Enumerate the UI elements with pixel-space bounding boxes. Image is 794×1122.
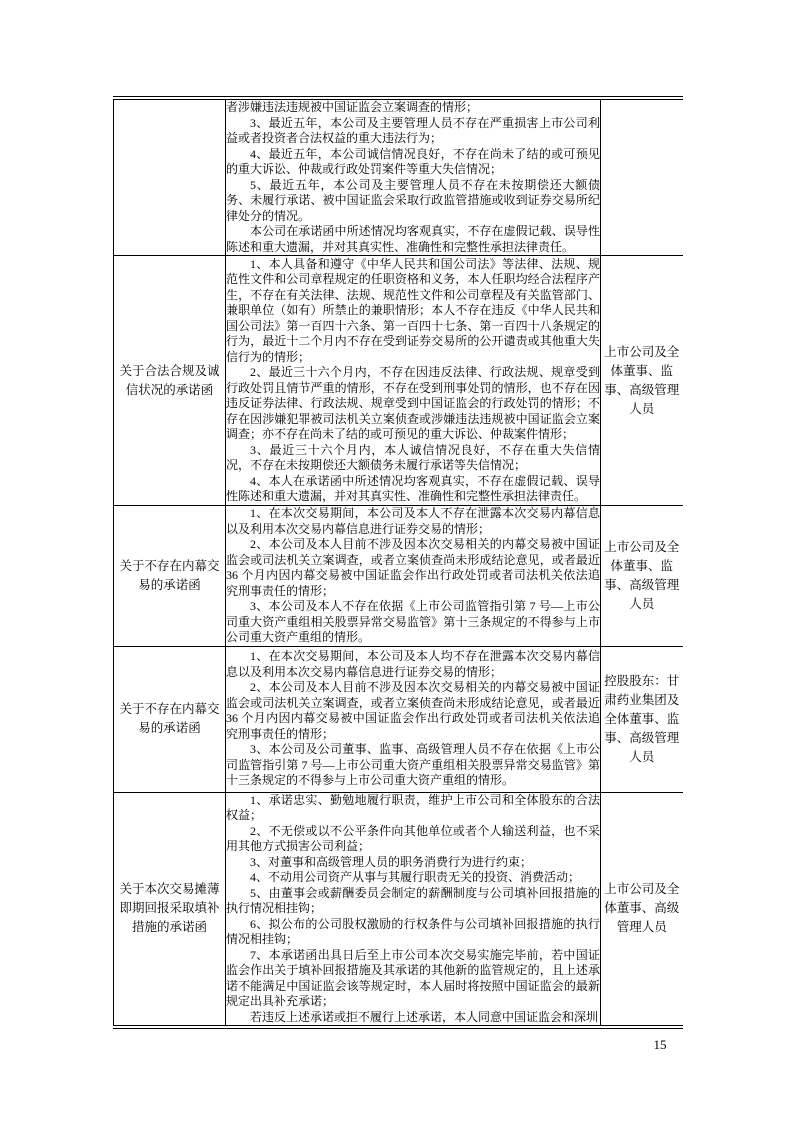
commitment-obligor-cell: 上市公司及全体董事、监事、高级管理人员 <box>601 506 683 647</box>
commitment-paragraph: 5、最近五年，本公司及主要管理人员不存在未按期偿还大额债务、未履行承诺、被中国证监会采取行政监管措施或收到证券交易所纪律处分的情况。 <box>226 177 600 223</box>
commitment-paragraph: 2、最近三十六个月内，不存在因违反法律、行政法规、规章受到行政处罚且情节严重的情形，不存在受到刑事处罚的情形，也不存在因违反证券法律、行政法规、规章受到中国证监会的行政处罚的情形；不存在因涉嫌犯罪被司法机关立案侦查或涉嫌违法违规被中国证监会立案调查；亦不存在尚未了结的或可预见的重大诉讼、仲裁案件情形； <box>226 365 600 441</box>
commitment-paragraph: 2、不无偿或以不公平条件向其他单位或者个人输送利益，也不采用其他方式损害公司利益； <box>226 823 600 853</box>
commitment-content-cell <box>226 506 601 647</box>
commitment-content-cell <box>226 98 601 256</box>
commitment-paragraph: 本公司在承诺函中所述情况均客观真实，不存在虚假记载、误导性陈述和重大遗漏，并对其真实性、准确性和完整性承担法律责任。 <box>226 224 600 254</box>
table-row <box>114 98 683 256</box>
table-row <box>114 256 683 506</box>
commitment-title-cell: 关于不存在内幕交易的承诺函 <box>114 646 226 792</box>
commitment-paragraph: 7、本承诺函出具日后至上市公司本次交易实施完毕前，若中国证监会作出关于填补回报措施及其承诺的其他新的监管规定的，且上述承诺不能满足中国证监会该等规定时，本人届时将按照中国证监会的最新规定出具补充承诺； <box>226 947 600 1008</box>
commitment-paragraph: 4、最近五年，本公司诚信情况良好，不存在尚未了结的或可预见的重大诉讼、仲裁或行政处罚案件等重大失信情况； <box>226 146 600 176</box>
table-row <box>114 506 683 647</box>
commitment-content-cell <box>226 646 601 792</box>
commitment-title-cell: 关于不存在内幕交易的承诺函 <box>114 506 226 647</box>
commitment-paragraph: 5、由董事会或薪酬委员会制定的薪酬制度与公司填补回报措施的执行情况相挂钩； <box>226 885 600 915</box>
commitment-paragraph: 4、不动用公司资产从事与其履行职责无关的投资、消费活动； <box>250 870 581 884</box>
commitment-paragraph: 3、本公司及公司董事、监事、高级管理人员不存在依据《上市公司监管指引第 7 号—上市公司重大资产重组相关股票异常交易监管》第十三条规定的不得参与上市公司重大资产重组的情形。 <box>226 742 600 788</box>
commitment-content-cell <box>226 792 601 1027</box>
commitments-table <box>113 96 683 1029</box>
commitment-title-cell: 关于本次交易摊薄即期回报采取填补措施的承诺函 <box>114 792 226 1027</box>
commitment-paragraph: 3、对董事和高级管理人员的职务消费行为进行约束； <box>250 854 533 869</box>
commitment-paragraph: 1、本人具备和遵守《中华人民共和国公司法》等法律、法规、规范性文件和公司章程规定的任职资格和义务，本人任职均经合法程序产生，不存在有关法律、法规、规范性文件和公司章程及有关监管部门、兼职单位（如有）所禁止的兼职情形；本人不存在违反《中华人民共和国公司法》第一百四十六条、第一百四十七条、第一百四十八条规定的行为，最近十二个月内不存在受到证券交易所的公开谴责或其他重大失信行为的情形； <box>226 256 600 364</box>
commitment-obligor-cell: 上市公司及全体董事、监事、高级管理人员 <box>601 256 683 506</box>
commitment-paragraph: 若违反上述承诺或拒不履行上述承诺，本人同意中国证监会和深圳 <box>250 1009 599 1024</box>
commitment-title-cell <box>114 98 226 256</box>
commitment-title-cell: 关于合法合规及诚信状况的承诺函 <box>114 256 226 506</box>
commitments-table-body <box>114 98 683 1027</box>
commitment-paragraph: 3、最近三十六个月内，本人诚信情况良好，不存在重大失信情况，不存在未按期偿还大额债务未履行承诺等失信情况； <box>226 442 600 472</box>
commitment-paragraph: 1、在本次交易期间，本公司及本人不存在泄露本次交易内幕信息以及利用本次交易内幕信息进行证券交易的情形； <box>226 506 600 536</box>
commitment-paragraph: 2、本公司及本人目前不涉及因本次交易相关的内幕交易被中国证监会或司法机关立案调查，或者立案侦查尚未形成结论意见，或者最近36 个月内因内幕交易被中国证监会作出行政处罚或者司法机关依法追究刑事责任的情形； <box>226 680 600 741</box>
commitment-obligor-cell: 控股股东：甘肃药业集团及全体董事、监事、高级管理人员 <box>601 646 683 792</box>
commitment-obligor-cell: 上市公司及全体董事、高级管理人员 <box>601 792 683 1027</box>
commitment-paragraph: 6、拟公布的公司股权激励的行权条件与公司填补回报措施的执行情况相挂钩； <box>226 916 600 946</box>
commitment-paragraph: 3、最近五年，本公司及主要管理人员不存在严重损害上市公司利益或者投资者合法权益的重大违法行为； <box>226 115 600 145</box>
commitments-table-wrap <box>113 96 682 1029</box>
commitment-paragraph: 2、本公司及本人目前不涉及因本次交易相关的内幕交易被中国证监会或司法机关立案调查，或者立案侦查尚未形成结论意见，或者最近36 个月内因内幕交易被中国证监会作出行政处罚或者司法机关依法追究刑事责任的情形； <box>226 537 600 598</box>
table-row <box>114 792 683 1027</box>
page-number: 15 <box>653 1037 667 1052</box>
commitment-obligor-cell <box>601 98 683 256</box>
commitment-paragraph: 4、本人在承诺函中所述情况均客观真实，不存在虚假记载、误导性陈述和重大遗漏，并对其真实性、准确性和完整性承担法律责任。 <box>226 473 600 503</box>
table-row <box>114 646 683 792</box>
commitment-paragraph: 1、承诺忠实、勤勉地履行职责，维护上市公司和全体股东的合法权益； <box>226 792 600 822</box>
commitment-paragraph: 1、在本次交易期间，本公司及本人均不存在泄露本次交易内幕信息以及利用本次交易内幕信息进行证券交易的情形； <box>226 649 600 679</box>
commitment-paragraph: 3、本公司及本人不存在依据《上市公司监管指引第 7 号—上市公司重大资产重组相关股票异常交易监管》第十三条规定的不得参与上市公司重大资产重组的情形。 <box>226 599 600 644</box>
commitment-content-cell <box>226 256 601 506</box>
commitment-paragraph: 者涉嫌违法违规被中国证监会立案调查的情形； <box>226 100 479 114</box>
